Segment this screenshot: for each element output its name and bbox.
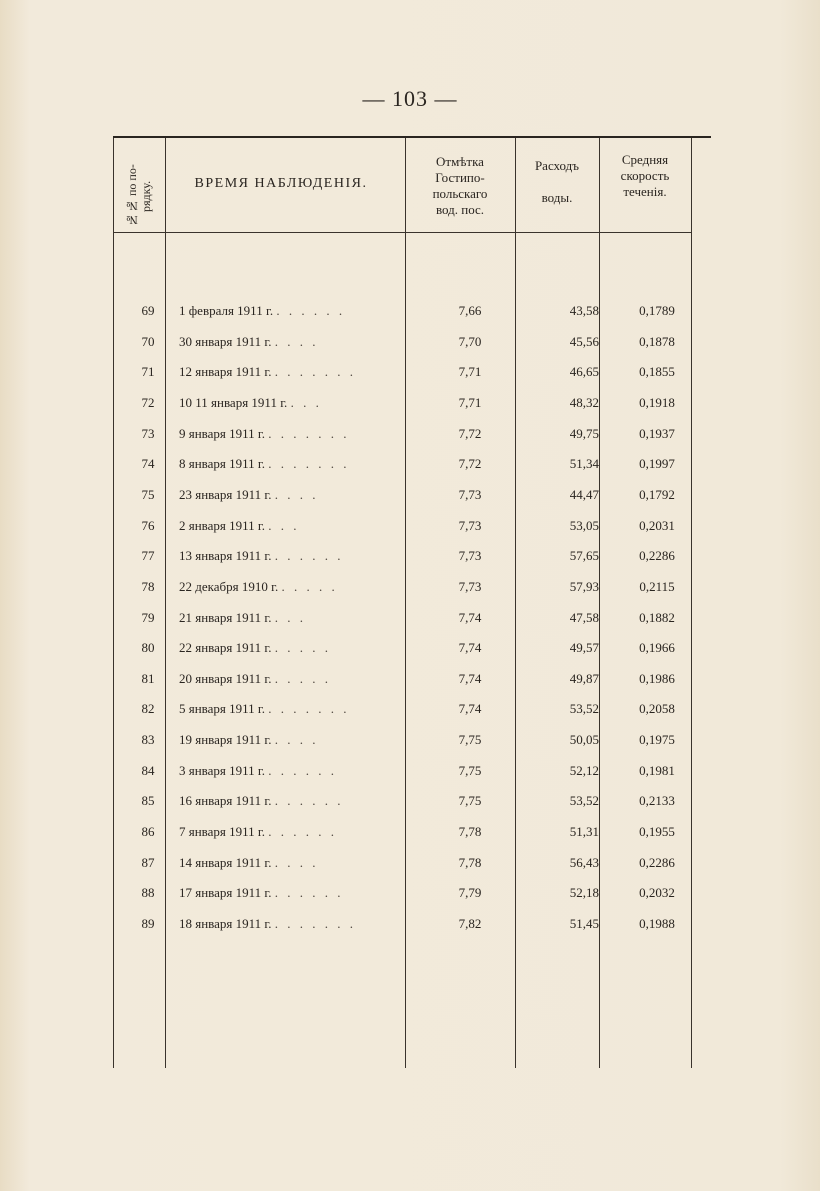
water-flow-value: 46,65 [569,364,599,380]
row-number: 82 [141,701,155,717]
header-row-number [125,146,155,246]
water-flow-value: 48,32 [569,394,599,410]
water-flow-value: 44,47 [569,486,599,502]
row-number: 78 [141,578,155,594]
row-number: 88 [141,885,155,901]
table-row [113,878,711,908]
leader-dots: . . . . . [274,670,332,686]
water-flow-value: 57,65 [569,548,599,564]
table-row [113,419,711,449]
gauge-mark-value: 7,78 [458,824,482,840]
observation-date-text: 8 января 1911 г. [179,456,266,472]
leader-dots: . . . . . . [276,303,346,318]
observation-date [179,824,405,840]
observation-date-text: 21 января 1911 г. [179,609,272,625]
leader-dots: . . . . . . . [274,916,357,931]
leader-dots: . . . [268,517,300,533]
gauge-mark-value: 7,75 [458,732,482,748]
table-row [113,449,711,479]
leader-dots: . . . . . . [268,824,338,840]
header-mark-line3: польскаго [432,186,488,201]
observation-date-text: 17 января 1911 г. [179,885,272,901]
leader-dots: . . . . [274,486,319,502]
observation-date [179,456,405,472]
observation-date [179,732,405,748]
observation-date-text: 23 января 1911 г. [179,486,272,502]
header-gauge-mark [405,154,515,218]
mean-speed-value: 0,1792 [639,486,675,502]
row-number: 81 [141,670,155,686]
page-number: — 103 — [362,86,458,111]
water-flow-value: 51,31 [569,824,599,840]
table-row [113,633,711,663]
table-row [113,480,711,510]
table-row [113,603,711,633]
row-number: 74 [141,456,155,472]
mean-speed-value: 0,1975 [639,732,675,748]
table-row [113,388,711,418]
observation-date [179,303,405,319]
header-mark-line4: вод. пос. [435,202,485,217]
observation-date [179,640,405,656]
table-row [113,541,711,571]
leader-dots: . . . [290,394,322,410]
observation-date-text: 19 января 1911 г. [179,732,272,748]
observation-date [179,518,405,534]
leader-dots: . . . . . . . [268,701,350,717]
gauge-mark-value: 7,74 [458,701,482,717]
observation-date-text: 30 января 1911 г. [179,333,272,349]
header-speed-line2: скорость [620,168,670,183]
mean-speed-value: 0,1988 [639,916,675,931]
gauge-mark-value: 7,71 [458,394,482,410]
row-number: 75 [141,486,155,502]
observation-date [179,793,405,809]
header-speed-line3: теченія. [623,184,667,199]
table-row [113,664,711,694]
mean-speed-value: 0,1955 [639,824,675,840]
table-row [113,725,711,755]
observation-date-text: 22 января 1911 г. [179,640,272,656]
mean-speed-value: 0,2058 [639,701,675,717]
gauge-mark-value: 7,72 [458,456,482,472]
table-row [113,511,711,541]
mean-speed-value: 0,1918 [639,394,675,410]
mean-speed-value: 0,2286 [639,548,675,564]
leader-dots: . . . . [274,854,319,870]
table-row [113,572,711,602]
water-flow-value: 49,75 [569,425,599,441]
observation-date-text: 18 января 1911 г. [179,916,272,931]
mean-speed-value: 0,1986 [639,670,675,686]
water-flow-value: 49,57 [569,640,599,656]
observation-date [179,916,405,932]
header-flow-line1: Расходъ [534,158,580,173]
observation-date-text: 3 января 1911 г. [179,762,266,778]
observation-date [179,426,405,442]
row-number: 85 [141,793,155,809]
gauge-mark-value: 7,74 [458,609,482,625]
leader-dots: . . . . . . . [274,364,357,380]
observation-date [179,701,405,717]
leader-dots: . . . . . . [274,793,344,809]
water-flow-value: 53,52 [569,701,599,717]
observation-date-text: 10 11 января 1911 г. [179,394,288,410]
leader-dots: . . . . [274,333,319,349]
header-num-line2: рядку. [139,180,153,212]
water-flow-value: 53,05 [569,517,599,533]
row-number: 73 [141,425,155,441]
gauge-mark-value: 7,73 [458,517,482,533]
leader-dots: . . . . . . [274,885,344,901]
leader-dots: . . . . . . [274,548,344,564]
mean-speed-value: 0,1855 [639,364,675,380]
row-number: 79 [141,609,155,625]
water-flow-value: 51,34 [569,456,599,472]
header-bottom-rule [113,232,691,233]
gauge-mark-value: 7,73 [458,578,482,594]
leader-dots: . . . . . [281,578,338,594]
leader-dots: . . . . . . [268,762,338,778]
observation-date-text: 2 января 1911 г. [179,517,266,533]
gauge-mark-value: 7,72 [458,425,482,441]
row-number: 70 [141,333,155,349]
observation-date [179,855,405,871]
gauge-mark-value: 7,82 [458,916,482,931]
mean-speed-value: 0,1789 [639,303,675,318]
mean-speed-value: 0,2286 [639,854,675,870]
mean-speed-value: 0,1882 [639,609,675,625]
observation-date [179,364,405,380]
header-water-flow [515,158,599,206]
water-flow-value: 51,45 [569,916,599,931]
water-flow-value: 49,87 [569,670,599,686]
observation-date-text: 1 февраля 1911 г. [179,303,274,318]
observation-date-text: 13 января 1911 г. [179,548,272,564]
gauge-mark-value: 7,78 [458,854,482,870]
row-number: 83 [141,732,155,748]
observation-date [179,610,405,626]
gauge-mark-value: 7,73 [458,548,482,564]
row-number: 72 [141,394,155,410]
observation-date-text: 20 января 1911 г. [179,670,272,686]
row-number: 86 [141,824,155,840]
row-number: 71 [141,364,155,380]
water-flow-value: 43,58 [569,303,599,318]
observation-date-text: 22 декабря 1910 г. [179,578,279,594]
leader-dots: . . . [274,609,307,625]
water-flow-value: 47,58 [569,609,599,625]
mean-speed-value: 0,1966 [639,640,675,656]
table-row [113,817,711,847]
mean-speed-value: 0,1997 [639,456,675,472]
header-observation-time: ВРЕМЯ НАБЛЮДЕНІЯ. [194,176,368,191]
leader-dots: . . . . . [274,640,332,656]
table-row [113,694,711,724]
water-flow-value: 50,05 [569,732,599,748]
row-number: 77 [141,548,155,564]
observation-date-text: 9 января 1911 г. [179,425,266,441]
observation-date [179,579,405,595]
leader-dots: . . . . . . . [268,425,350,441]
observation-date [179,334,405,350]
observation-date-text: 12 января 1911 г. [179,364,272,380]
header-mark-line1: Отмѣтка [436,154,484,169]
water-flow-value: 45,56 [569,333,599,349]
table-row [113,357,711,387]
mean-speed-value: 0,1937 [639,425,675,441]
row-number: 89 [141,916,155,931]
header-flow-line2: воды. [541,190,573,205]
water-flow-value: 57,93 [569,578,599,594]
header-mark-line2: Гостипо- [435,170,485,185]
water-flow-value: 52,12 [569,762,599,778]
observation-date [179,548,405,564]
row-number: 76 [141,517,155,533]
observation-date-text: 14 января 1911 г. [179,854,272,870]
water-flow-value: 53,52 [569,793,599,809]
table-row [113,848,711,878]
mean-speed-value: 0,2133 [639,793,675,809]
gauge-mark-value: 7,74 [458,670,482,686]
row-number: 84 [141,762,155,778]
mean-speed-value: 0,2031 [639,517,675,533]
observation-date [179,763,405,779]
header-mean-speed [599,152,691,200]
leader-dots: . . . . [274,732,319,748]
gauge-mark-value: 7,79 [458,885,482,901]
table-row [113,327,711,357]
observation-date [179,885,405,901]
header-speed-line1: Средняя [621,152,669,167]
observation-table [113,138,711,1068]
mean-speed-value: 0,1878 [639,333,675,349]
mean-speed-value: 0,2032 [639,885,675,901]
observation-date [179,395,405,411]
table-row [113,756,711,786]
row-number: 87 [141,854,155,870]
gauge-mark-value: 7,66 [458,303,482,318]
observation-date-text: 16 января 1911 г. [179,793,272,809]
observation-date-text: 5 января 1911 г. [179,701,266,717]
table-row [113,909,711,939]
observation-date [179,487,405,503]
water-flow-value: 52,18 [569,885,599,901]
row-number: 69 [141,303,155,318]
water-flow-value: 56,43 [569,854,599,870]
row-number: 80 [141,640,155,656]
gauge-mark-value: 7,75 [458,762,482,778]
gauge-mark-value: 7,75 [458,793,482,809]
mean-speed-value: 0,1981 [639,762,675,778]
gauge-mark-value: 7,74 [458,640,482,656]
observation-date-text: 7 января 1911 г. [179,824,266,840]
mean-speed-value: 0,2115 [639,578,675,594]
gauge-mark-value: 7,71 [458,364,482,380]
observation-date [179,671,405,687]
header-num-line1: №№ по по- [125,164,139,228]
leader-dots: . . . . . . . [268,456,350,472]
table-row [113,296,711,326]
gauge-mark-value: 7,70 [458,333,482,349]
gauge-mark-value: 7,73 [458,486,482,502]
table-row [113,786,711,816]
